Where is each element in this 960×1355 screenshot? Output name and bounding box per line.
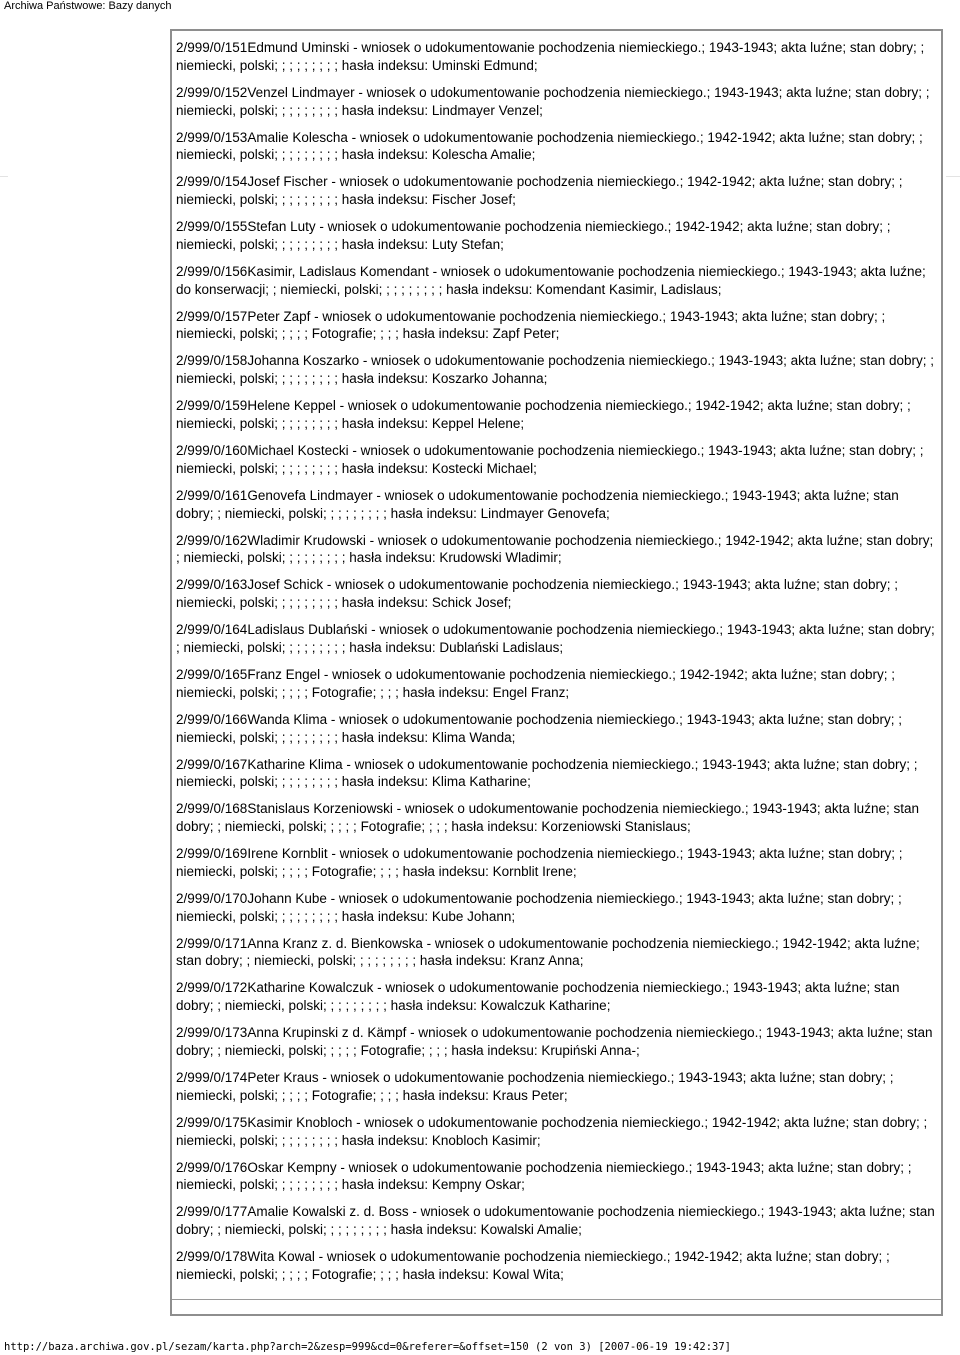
record-item	[176, 845, 938, 881]
record-item	[176, 397, 938, 433]
record-item	[176, 1024, 938, 1060]
record-signature: 2/999/0/177	[176, 1204, 248, 1220]
record-description: Amalie Kowalski z. d. Boss - wniosek o udokumentowanie pochodzenia niemieckiego.; 1943-1943; akta luźne; stan dobry; ; niemiecki, polski; ; ; ; ; ; ; ; ; hasła indeksu: Kowalski Amalie;	[176, 1204, 935, 1238]
right-divider-line	[946, 176, 960, 177]
record-item	[176, 218, 938, 254]
record-description: Amalie Kolescha - wniosek o udokumentowanie pochodzenia niemieckiego.; 1942-1942; akta luźne; stan dobry; ; niemiecki, polski; ; ; ; ; ; ; ; ; hasła indeksu: Kolescha Amalie;	[176, 129, 923, 163]
frame-bottom-rule	[172, 1299, 941, 1300]
record-item	[176, 352, 938, 388]
record-signature: 2/999/0/153	[176, 129, 248, 145]
record-description: Ladislaus Dublański - wniosek o udokumentowanie pochodzenia niemieckiego.; 1943-1943; akta luźne; stan dobry; ; niemiecki, polski; ; ; ; ; ; ; ; ; hasła indeksu: Dublański Ladislaus;	[176, 622, 935, 655]
record-description: Anna Kranz z. d. Bienkowska - wniosek o udokumentowanie pochodzenia niemieckiego.; 1942-1942; akta luźne; stan dobry; ; niemiecki, polski; ; ; ; ; ; ; ; ; hasła indeksu: Kranz Anna;	[176, 935, 920, 969]
record-item	[176, 84, 938, 120]
record-signature: 2/999/0/157	[176, 308, 248, 324]
left-divider-line	[0, 176, 8, 177]
record-item	[176, 532, 938, 568]
record-signature: 2/999/0/175	[176, 1114, 248, 1130]
record-signature: 2/999/0/167	[176, 756, 248, 772]
record-signature: 2/999/0/162	[176, 532, 248, 548]
records-frame	[170, 29, 943, 1316]
record-item	[176, 890, 938, 926]
record-signature: 2/999/0/163	[176, 577, 248, 593]
record-description: Peter Zapf - wniosek o udokumentowanie pochodzenia niemieckiego.; 1943-1943; akta luźne; stan dobry; ; niemiecki, polski; ; ; ; ; Fotografie; ; ; ; hasła indeksu: Zapf Peter;	[176, 308, 886, 342]
record-item	[176, 621, 938, 657]
record-item	[176, 666, 938, 702]
record-signature: 2/999/0/172	[176, 980, 248, 996]
record-item	[176, 442, 938, 478]
record-signature: 2/999/0/155	[176, 219, 248, 235]
record-description: Franz Engel - wniosek o udokumentowanie pochodzenia niemieckiego.; 1942-1942; akta luźne; stan dobry; ; niemiecki, polski; ; ; ; ; Fotografie; ; ; ; hasła indeksu: Engel Franz;	[176, 666, 895, 700]
record-description: Wladimir Krudowski - wniosek o udokumentowanie pochodzenia niemieckiego.; 1942-1942; akta luźne; stan dobry; ; niemiecki, polski; ; ; ; ; ; ; ; ; hasła indeksu: Krudowski Wladimir;	[176, 532, 934, 566]
record-item	[176, 39, 938, 75]
record-signature: 2/999/0/156	[176, 263, 248, 279]
record-signature: 2/999/0/178	[176, 1249, 248, 1265]
record-signature: 2/999/0/171	[176, 935, 248, 951]
record-item	[176, 576, 938, 612]
record-item	[176, 308, 938, 344]
record-signature: 2/999/0/170	[176, 890, 248, 906]
record-description: Edmund Uminski - wniosek o udokumentowanie pochodzenia niemieckiego.; 1943-1943; akta luźne; stan dobry; ; niemiecki, polski; ; ; ; ; ; ; ; ; hasła indeksu: Uminski Edmund;	[176, 40, 925, 73]
record-signature: 2/999/0/174	[176, 1069, 248, 1085]
page-header-title: Archiwa Państwowe: Bazy danych	[4, 0, 172, 12]
record-signature: 2/999/0/164	[176, 622, 248, 638]
record-signature: 2/999/0/160	[176, 443, 248, 459]
record-description: Genovefa Lindmayer - wniosek o udokumentowanie pochodzenia niemieckiego.; 1943-1943; akta luźne; stan dobry; ; niemiecki, polski; ; ; ; ; ; ; ; ; hasła indeksu: Lindmayer Genovefa;	[176, 487, 899, 521]
record-signature: 2/999/0/169	[176, 846, 248, 862]
record-item	[176, 935, 938, 971]
record-item	[176, 800, 938, 836]
record-description: Wanda Klima - wniosek o udokumentowanie pochodzenia niemieckiego.; 1943-1943; akta luźne; stan dobry; ; niemiecki, polski; ; ; ; ; ; ; ; ; hasła indeksu: Klima Wanda;	[176, 711, 902, 745]
record-description: Oskar Kempny - wniosek o udokumentowanie pochodzenia niemieckiego.; 1943-1943; akta luźne; stan dobry; ; niemiecki, polski; ; ; ; ; ; ; ; ; hasła indeksu: Kempny Oskar;	[176, 1159, 912, 1193]
record-item	[176, 1114, 938, 1150]
record-description: Katharine Kowalczuk - wniosek o udokumentowanie pochodzenia niemieckiego.; 1943-1943; akta luźne; stan dobry; ; niemiecki, polski; ; ; ; ; ; ; ; ; hasła indeksu: Kowalczuk Katharine;	[176, 980, 900, 1014]
record-description: Kasimir Knobloch - wniosek o udokumentowanie pochodzenia niemieckiego.; 1942-1942; akta luźne; stan dobry; ; niemiecki, polski; ; ; ; ; ; ; ; ; hasła indeksu: Knobloch Kasimir;	[176, 1114, 928, 1148]
record-item	[176, 129, 938, 165]
record-description: Peter Kraus - wniosek o udokumentowanie pochodzenia niemieckiego.; 1943-1943; akta luźne; stan dobry; ; niemiecki, polski; ; ; ; ; Fotografie; ; ; ; hasła indeksu: Kraus Peter;	[176, 1069, 894, 1103]
record-item	[176, 979, 938, 1015]
record-item	[176, 711, 938, 747]
record-signature: 2/999/0/159	[176, 398, 248, 414]
record-description: Irene Kornblit - wniosek o udokumentowanie pochodzenia niemieckiego.; 1943-1943; akta luźne; stan dobry; ; niemiecki, polski; ; ; ; ; Fotografie; ; ; ; hasła indeksu: Kornblit Irene;	[176, 846, 903, 879]
page-footer-url: http://baza.archiwa.gov.pl/sezam/karta.php?arch=2&zesp=999&cd=0&referer=&offset=150 (2 von 3) [2007-06-19 19:42:37]	[4, 1341, 731, 1353]
record-signature: 2/999/0/173	[176, 1025, 248, 1041]
record-description: Kasimir, Ladislaus Komendant - wniosek o udokumentowanie pochodzenia niemieckiego.; 1943-1943; akta luźne; do konserwacji; ; niemiecki, polski; ; ; ; ; ; ; ; ; hasła indeksu: Komendant Kasimir, Ladislaus;	[176, 263, 926, 297]
record-signature: 2/999/0/158	[176, 353, 248, 369]
record-signature: 2/999/0/166	[176, 711, 248, 727]
record-signature: 2/999/0/152	[176, 84, 248, 100]
record-description: Venzel Lindmayer - wniosek o udokumentowanie pochodzenia niemieckiego.; 1943-1943; akta luźne; stan dobry; ; niemiecki, polski; ; ; ; ; ; ; ; ; hasła indeksu: Lindmayer Venzel;	[176, 84, 930, 118]
record-description: Anna Krupinski z d. Kämpf - wniosek o udokumentowanie pochodzenia niemieckiego.; 1943-1943; akta luźne; stan dobry; ; niemiecki, polski; ; ; ; ; Fotografie; ; ; ; hasła indeksu: Krupiński Anna-;	[176, 1025, 933, 1058]
record-signature: 2/999/0/165	[176, 666, 248, 682]
record-signature: 2/999/0/151	[176, 40, 248, 55]
record-item	[176, 487, 938, 523]
record-description: Katharine Klima - wniosek o udokumentowanie pochodzenia niemieckiego.; 1943-1943; akta luźne; stan dobry; ; niemiecki, polski; ; ; ; ; ; ; ; ; hasła indeksu: Klima Katharine;	[176, 756, 918, 790]
record-description: Josef Fischer - wniosek o udokumentowanie pochodzenia niemieckiego.; 1942-1942; akta luźne; stan dobry; ; niemiecki, polski; ; ; ; ; ; ; ; ; hasła indeksu: Fischer Josef;	[176, 174, 903, 208]
record-description: Wita Kowal - wniosek o udokumentowanie pochodzenia niemieckiego.; 1942-1942; akta luźne; stan dobry; ; niemiecki, polski; ; ; ; ; Fotografie; ; ; ; hasła indeksu: Kowal Wita;	[176, 1249, 890, 1282]
record-description: Johann Kube - wniosek o udokumentowanie pochodzenia niemieckiego.; 1943-1943; akta luźne; stan dobry; ; niemiecki, polski; ; ; ; ; ; ; ; ; hasła indeksu: Kube Johann;	[176, 890, 902, 924]
record-item	[176, 1203, 938, 1239]
record-description: Josef Schick - wniosek o udokumentowanie pochodzenia niemieckiego.; 1943-1943; akta luźne; stan dobry; ; niemiecki, polski; ; ; ; ; ; ; ; ; hasła indeksu: Schick Josef;	[176, 577, 898, 611]
record-description: Helene Keppel - wniosek o udokumentowanie pochodzenia niemieckiego.; 1942-1942; akta luźne; stan dobry; ; niemiecki, polski; ; ; ; ; ; ; ; ; hasła indeksu: Keppel Helene;	[176, 398, 911, 432]
record-description: Stefan Luty - wniosek o udokumentowanie pochodzenia niemieckiego.; 1942-1942; akta luźne; stan dobry; ; niemiecki, polski; ; ; ; ; ; ; ; ; hasła indeksu: Luty Stefan;	[176, 219, 891, 252]
record-signature: 2/999/0/161	[176, 487, 248, 503]
records-list	[176, 39, 938, 1293]
record-item	[176, 1069, 938, 1105]
record-item	[176, 1248, 938, 1284]
record-signature: 2/999/0/176	[176, 1159, 248, 1175]
record-signature: 2/999/0/168	[176, 801, 248, 817]
record-description: Stanislaus Korzeniowski - wniosek o udokumentowanie pochodzenia niemieckiego.; 1943-1943; akta luźne; stan dobry; ; niemiecki, polski; ; ; ; ; Fotografie; ; ; ; hasła indeksu: Korzeniowski Stanislaus;	[176, 801, 919, 835]
record-description: Michael Kostecki - wniosek o udokumentowanie pochodzenia niemieckiego.; 1943-1943; akta luźne; stan dobry; ; niemiecki, polski; ; ; ; ; ; ; ; ; hasła indeksu: Kostecki Michael;	[176, 443, 924, 476]
record-signature: 2/999/0/154	[176, 174, 248, 190]
record-item	[176, 173, 938, 209]
record-item	[176, 263, 938, 299]
record-description: Johanna Koszarko - wniosek o udokumentowanie pochodzenia niemieckiego.; 1943-1943; akta luźne; stan dobry; ; niemiecki, polski; ; ; ; ; ; ; ; ; hasła indeksu: Koszarko Johanna;	[176, 353, 935, 387]
record-item	[176, 1159, 938, 1195]
record-item	[176, 756, 938, 792]
